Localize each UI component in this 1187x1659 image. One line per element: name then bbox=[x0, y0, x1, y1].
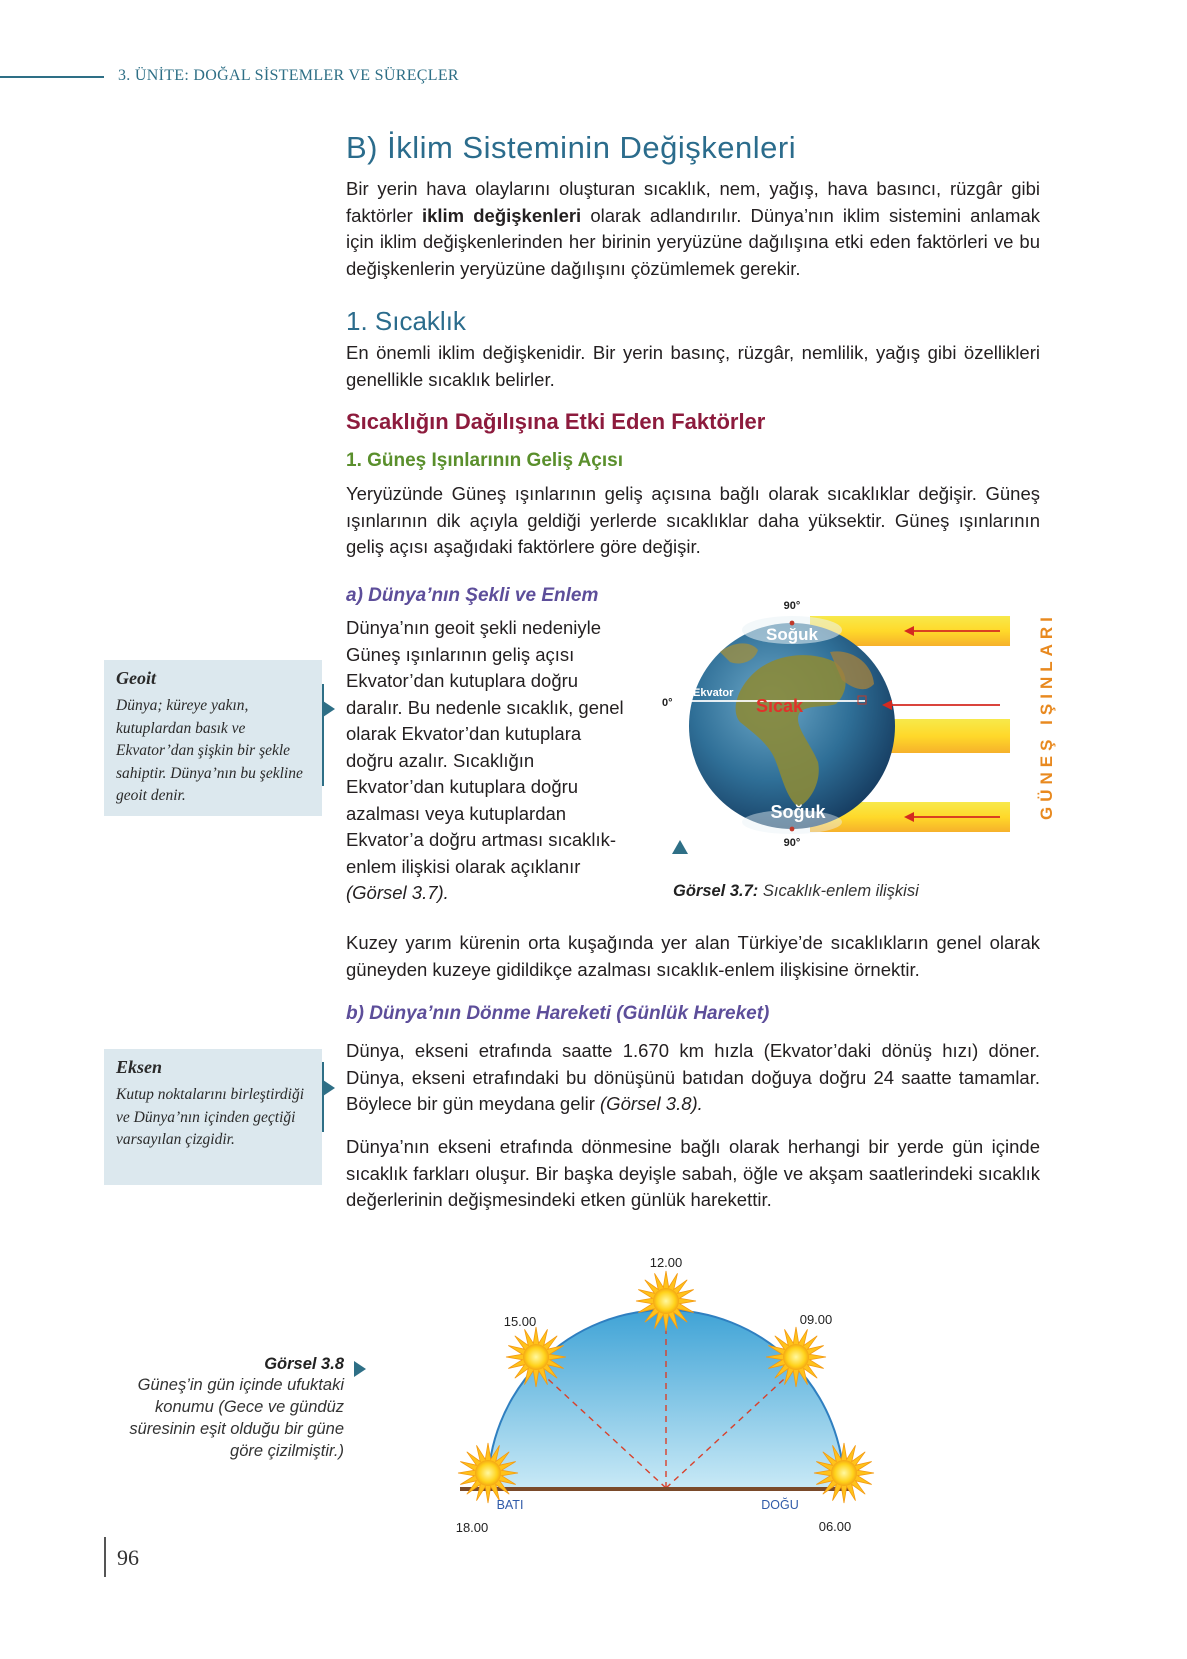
figure-3-7-caption-text: Sıcaklık-enlem ilişkisi bbox=[758, 882, 919, 900]
figure-3-8-pointer-icon bbox=[354, 1361, 366, 1377]
label-90-bottom: 90° bbox=[783, 837, 801, 849]
label-sun-rays: GÜNEŞ IŞINLARI bbox=[1037, 612, 1056, 820]
sicaklik-paragraph: En önemli iklim değişkenidir. Bir yerin basınç, rüzgâr, nemlilik, yağış gibi özellikleri genellikle sıcaklık belirler. bbox=[346, 342, 1040, 390]
geoit-pointer-icon bbox=[323, 701, 335, 717]
figure-3-7 bbox=[660, 592, 1060, 860]
sun-15-icon bbox=[506, 1327, 566, 1387]
figure-3-7-caption-label: Görsel 3.7: bbox=[673, 882, 759, 900]
rotation-paragraph-1 bbox=[346, 1038, 1040, 1118]
page-number-bar bbox=[104, 1537, 106, 1577]
time-12: 12.00 bbox=[649, 1255, 683, 1270]
time-18: 18.00 bbox=[455, 1520, 489, 1535]
geoit-box-bar bbox=[322, 684, 324, 786]
label-cold-top: Soğuk bbox=[766, 625, 818, 644]
figure-3-8-caption bbox=[104, 1355, 344, 1462]
intro-text-a: Bir yerin hava olaylarını oluşturan sıcaklık, nem, yağış, hava basıncı, rüzgâr gibi faktörler bbox=[346, 178, 1040, 226]
shape-text: Dünya’nın geoit şekli nedeniyle Güneş ışınlarının geliş açısı Ekvator’dan kutuplara doğru daralır. Bu nedenle sıcaklık, genel olarak Ekvator’dan kutuplara doğru azalır. Sıcaklığın Ekvator’dan kutuplara doğru azalması veya kutuplardan Ekvator’a doğru artması sıcaklık-enlem ilişkisi olarak açıklanır bbox=[346, 617, 624, 877]
rotation-heading: b) Dünya’nın Dönme Hareketi (Günlük Hareket) bbox=[346, 1003, 770, 1024]
label-equator: Ekvator bbox=[693, 687, 734, 699]
eksen-pointer-icon bbox=[323, 1080, 335, 1096]
shape-heading: a) Dünya’nın Şekli ve Enlem bbox=[346, 585, 599, 606]
label-hot: Sıcak bbox=[756, 696, 804, 716]
figure-3-8 bbox=[440, 1245, 910, 1545]
time-09: 09.00 bbox=[799, 1312, 833, 1327]
intro-bold-term: iklim değişkenleri bbox=[421, 204, 582, 226]
label-90-top: 90° bbox=[783, 600, 801, 612]
intro-text-b: olarak adlandırılır. Dünya’nın iklim sistemini anlamak için iklim değişkenlerinden her birinin yeryüzüne dağılışına etki eden faktörleri ve bu değişkenlerin yeryüzüne dağılışını çözümlemek gerekir. bbox=[346, 204, 1041, 279]
label-east: DOĞU bbox=[761, 1498, 799, 1512]
unit-title: 3. ÜNİTE: DOĞAL SİSTEMLER VE SÜREÇLER bbox=[118, 67, 459, 84]
shape-figure-ref: (Görsel 3.7). bbox=[346, 882, 449, 903]
figure-3-7-caption bbox=[673, 882, 919, 901]
shape-paragraph bbox=[346, 615, 628, 907]
south-pole-dot bbox=[790, 827, 795, 832]
time-15: 15.00 bbox=[503, 1314, 537, 1329]
eksen-box-text: Kutup noktalarını birleştirdiği ve Dünya’nın içinden geçtiği varsayılan çizgidir. bbox=[116, 1086, 305, 1148]
caption-triangle-icon bbox=[672, 840, 688, 854]
page-number: 96 bbox=[117, 1545, 139, 1570]
section-title: B) İklim Sisteminin Değişkenleri bbox=[346, 130, 797, 165]
sun-18-icon bbox=[458, 1443, 518, 1503]
sun-angle-paragraph: Yeryüzünde Güneş ışınlarının geliş açısına bağlı olarak sıcaklıklar değişir. Güneş ışınlarının dik açıyla geldiği yerlerde sıcaklıklar daha yüksektir. Güneş ışınlarının geliş açısı aşağıdaki faktörlere göre değişir. bbox=[346, 483, 1040, 557]
rotation-text-1: Dünya, ekseni etrafında saatte 1.670 km hızla (Ekvator’daki dönüş hızı) döner. Dünya, ekseni etrafındaki bu dönüşünü batıdan doğuya doğru 24 saatte tamamlar. Böylece bir gün meydana gelir bbox=[346, 1040, 1040, 1114]
label-cold-bottom: Soğuk bbox=[770, 802, 826, 822]
time-06: 06.00 bbox=[818, 1519, 852, 1534]
eksen-box-title: Eksen bbox=[116, 1057, 163, 1077]
sicaklik-heading: 1. Sıcaklık bbox=[346, 306, 466, 336]
intro-paragraph bbox=[346, 176, 1040, 282]
turkey-example-paragraph: Kuzey yarım kürenin orta kuşağında yer alan Türkiye’de sıcaklıkların genel olarak güneyden kuzeye gidildikçe azalması sıcaklık-enlem ilişkisine örnektir. bbox=[346, 932, 1040, 980]
sun-06-icon bbox=[814, 1443, 874, 1503]
sun-09-icon bbox=[766, 1327, 826, 1387]
geoit-box bbox=[104, 660, 322, 816]
sun-angle-heading: 1. Güneş Işınlarının Geliş Açısı bbox=[346, 450, 624, 471]
eksen-box bbox=[104, 1049, 322, 1185]
rotation-figure-ref: (Görsel 3.8). bbox=[600, 1093, 703, 1114]
rotation-paragraph-2: Dünya’nın ekseni etrafında dönmesine bağlı olarak herhangi bir yerde gün içinde sıcaklık farkları oluşur. Bir başka deyişle sabah, öğle ve akşam saatlerindeki sıcaklık değerlerinin değişmesindeki etken günlük harekettir. bbox=[346, 1136, 1040, 1210]
factors-heading: Sıcaklığın Dağılışına Etki Eden Faktörler bbox=[346, 409, 766, 434]
figure-3-8-caption-text: Güneş’in gün içinde ufuktaki konumu (Gece ve gündüz süresinin eşit olduğu bir güne göre çizilmiştir.) bbox=[129, 1376, 344, 1460]
sun-12-icon bbox=[636, 1271, 696, 1331]
label-0: 0° bbox=[662, 697, 673, 709]
eksen-box-bar bbox=[322, 1062, 324, 1132]
figure-3-8-caption-label: Görsel 3.8 bbox=[264, 1355, 344, 1373]
header-rule bbox=[0, 76, 104, 78]
label-west: BATI bbox=[496, 1498, 524, 1512]
geoit-box-text: Dünya; küreye yakın, kutuplardan basık ve Ekvator’dan şişkin bir şekle sahiptir. Dünya’nın bu şekline geoit denir. bbox=[116, 697, 303, 804]
geoit-box-title: Geoit bbox=[116, 668, 156, 688]
